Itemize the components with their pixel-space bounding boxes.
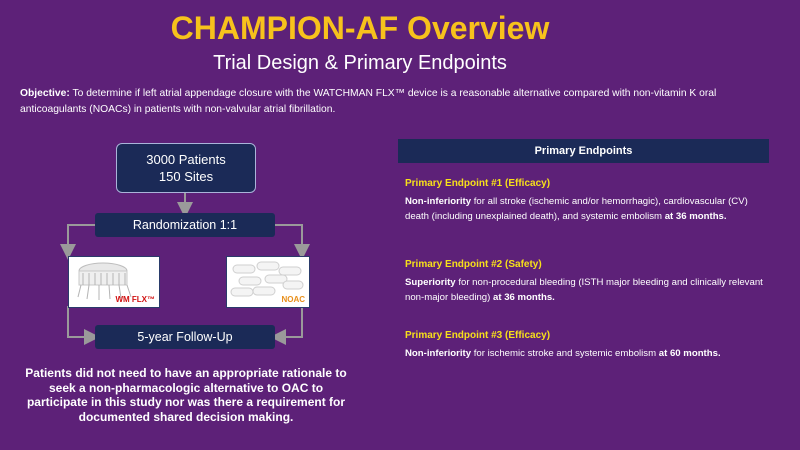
- endpoint-3-title: Primary Endpoint #3 (Efficacy): [405, 330, 551, 341]
- endpoint-2-text: [405, 276, 765, 305]
- endpoint-2-lead: Superiority: [405, 277, 456, 288]
- endpoint-3-tail: at 60 months.: [658, 348, 721, 359]
- randomization-box: Randomization 1:1: [95, 213, 275, 237]
- endpoint-1-lead: Non-inferiority: [405, 196, 472, 207]
- sites-count: 150 Sites: [158, 169, 214, 184]
- noac-label: NOAC: [281, 295, 305, 304]
- patients-count: 3000 Patients: [146, 152, 226, 167]
- endpoint-1-text: [405, 195, 765, 224]
- endpoint-1-tail: at 36 months.: [664, 210, 727, 222]
- follow-up-box: 5-year Follow-Up: [95, 325, 275, 349]
- slide-subtitle: Trial Design & Primary Endpoints: [213, 52, 507, 74]
- endpoint-2-body: for non-procedural bleeding (ISTH major bleeding and clinically relevant non-major bleeding): [405, 277, 763, 303]
- endpoint-2-title: Primary Endpoint #2 (Safety): [405, 259, 542, 270]
- endpoint-1-body: for all stroke (ischemic and/or hemorrhagic), cardiovascular (CV) death (including unexplained death), and systemic embolism: [405, 196, 748, 222]
- endpoint-3-body: for ischemic stroke and systemic embolism: [471, 348, 659, 359]
- endpoint-3-lead: Non-inferiority: [405, 348, 472, 359]
- endpoint-3-text: [405, 347, 765, 362]
- objective-body: To determine if left atrial appendage closure with the WATCHMAN FLX™ device is a reasonable alternative compared with non-vitamin K oral anticoagulants (NOACs) in patients with non-valvular atrial fibrillation.: [20, 88, 717, 115]
- patients-box: [116, 143, 256, 193]
- noac-pills-image: [226, 256, 310, 308]
- endpoint-1-title: Primary Endpoint #1 (Efficacy): [405, 178, 551, 189]
- endpoint-2-tail: at 36 months.: [493, 291, 555, 303]
- objective-label: Objective:: [20, 88, 70, 99]
- watchman-device-image: [68, 256, 160, 308]
- objective-text: [20, 86, 780, 118]
- endpoints-header: Primary Endpoints: [398, 139, 769, 163]
- footnote-text: Patients did not need to have an appropriate rationale to seek a non-pharmacologic alternative to OAC to participate in this study nor was there a requirement for documented shared decision making.: [25, 366, 347, 424]
- slide-title: CHAMPION-AF Overview: [170, 10, 550, 46]
- watchman-label: WM FLX™: [115, 295, 155, 304]
